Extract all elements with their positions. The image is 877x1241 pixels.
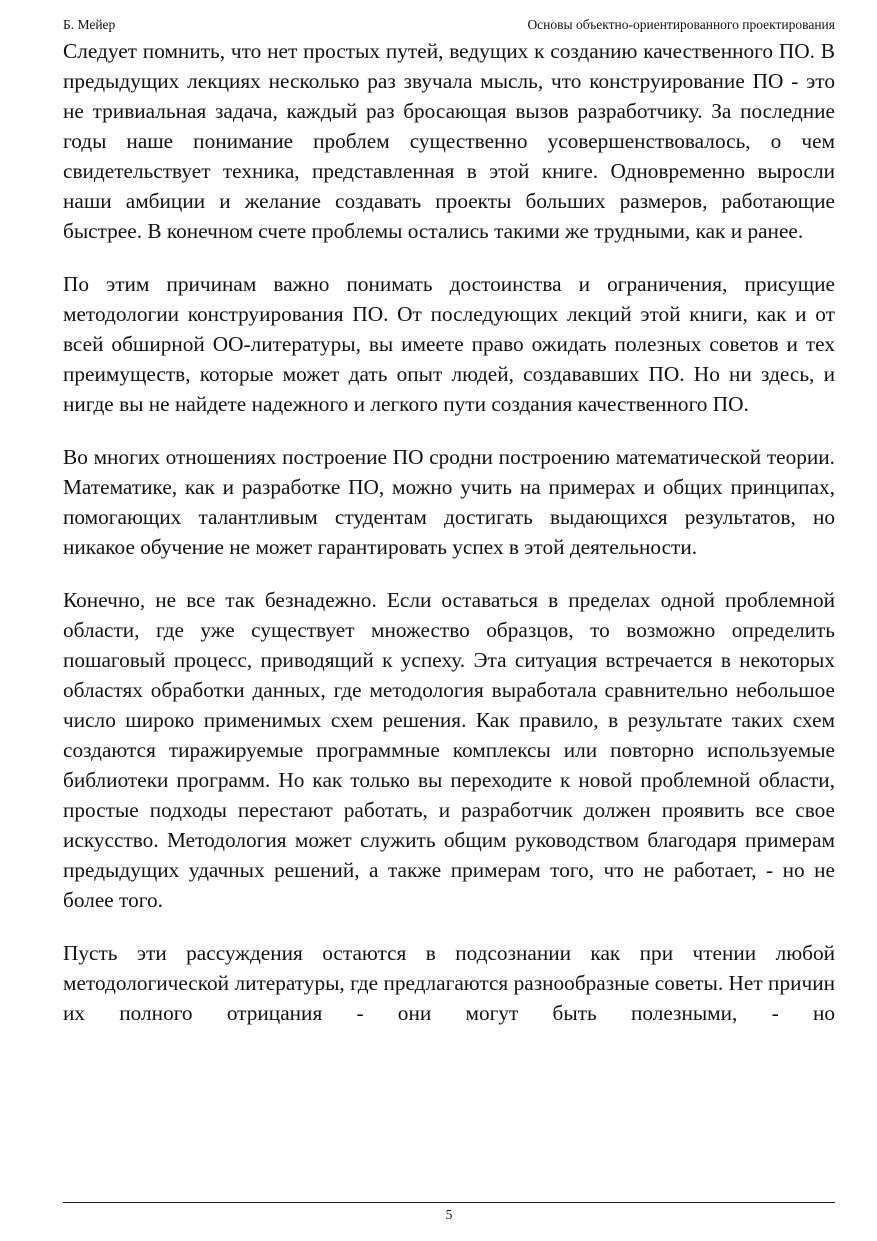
paragraph-2: По этим причинам важно понимать достоинства и ограничения, присущие методологии конструирования ПО. От последующих лекций этой книги, как и от всей обширной ОО-литературы, вы имеете право ожидать полезных советов и тех преимуществ, которые может дать опыт людей, создававших ПО. Но ни здесь, и нигде вы не найдете надежного и легкого пути создания качественного ПО. [63,272,835,416]
header-book-title: Основы объектно-ориентированного проектирования [527,17,835,32]
paragraph-3: Во многих отношениях построение ПО сродни построению математической теории. Математике, как и разработке ПО, можно учить на примерах и общих принципах, помогающих талантливым студентам достигать выдающихся результатов, но никакое обучение не может гарантировать успех в этой деятельности. [63,445,835,559]
page-number: 5 [445,1207,453,1222]
paragraph-4: Конечно, не все так безнадежно. Если оставаться в пределах одной проблемной области, где уже существует множество образцов, то возможно определить пошаговый процесс, приводящий к успеху. Эта ситуация встречается в некоторых областях обработки данных, где методология выработала сравнительно небольшое число широко применимых схем решения. Как правило, в результате таких схем создаются тиражируемые программные комплексы или повторно используемые библиотеки программ. Но как только вы переходите к новой проблемной области, простые подходы перестают работать, и разработчик должен проявить все свое искусство. Методология может служить общим руководством благодаря примерам предыдущих удачных решений, а также примерам того, что не работает, - но не более того. [63,588,835,912]
paragraph-5: Пусть эти рассуждения остаются в подсознании как при чтении любой методологической литературы, где предлагаются разнообразные советы. Нет причин их полного отрицания - они могут быть полезными, - но [63,941,835,1025]
header-author: Б. Мейер [63,17,116,32]
body-text [63,36,835,1189]
paragraph-1: Следует помнить, что нет простых путей, ведущих к созданию качественного ПО. В предыдущих лекциях несколько раз звучала мысль, что конструирование ПО - это не тривиальная задача, каждый раз бросающая вызов разработчику. За последние годы наше понимание проблем существенно усовершенствовалось, о чем свидетельствует техника, представленная в этой книге. Одновременно выросли наши амбиции и желание создавать проекты больших размеров, работающие быстрее. В конечном счете проблемы остались такими же трудными, как и ранее. [63,39,835,243]
running-header [63,15,835,35]
paragraph-container [63,36,835,1189]
footer-divider [63,1202,835,1203]
